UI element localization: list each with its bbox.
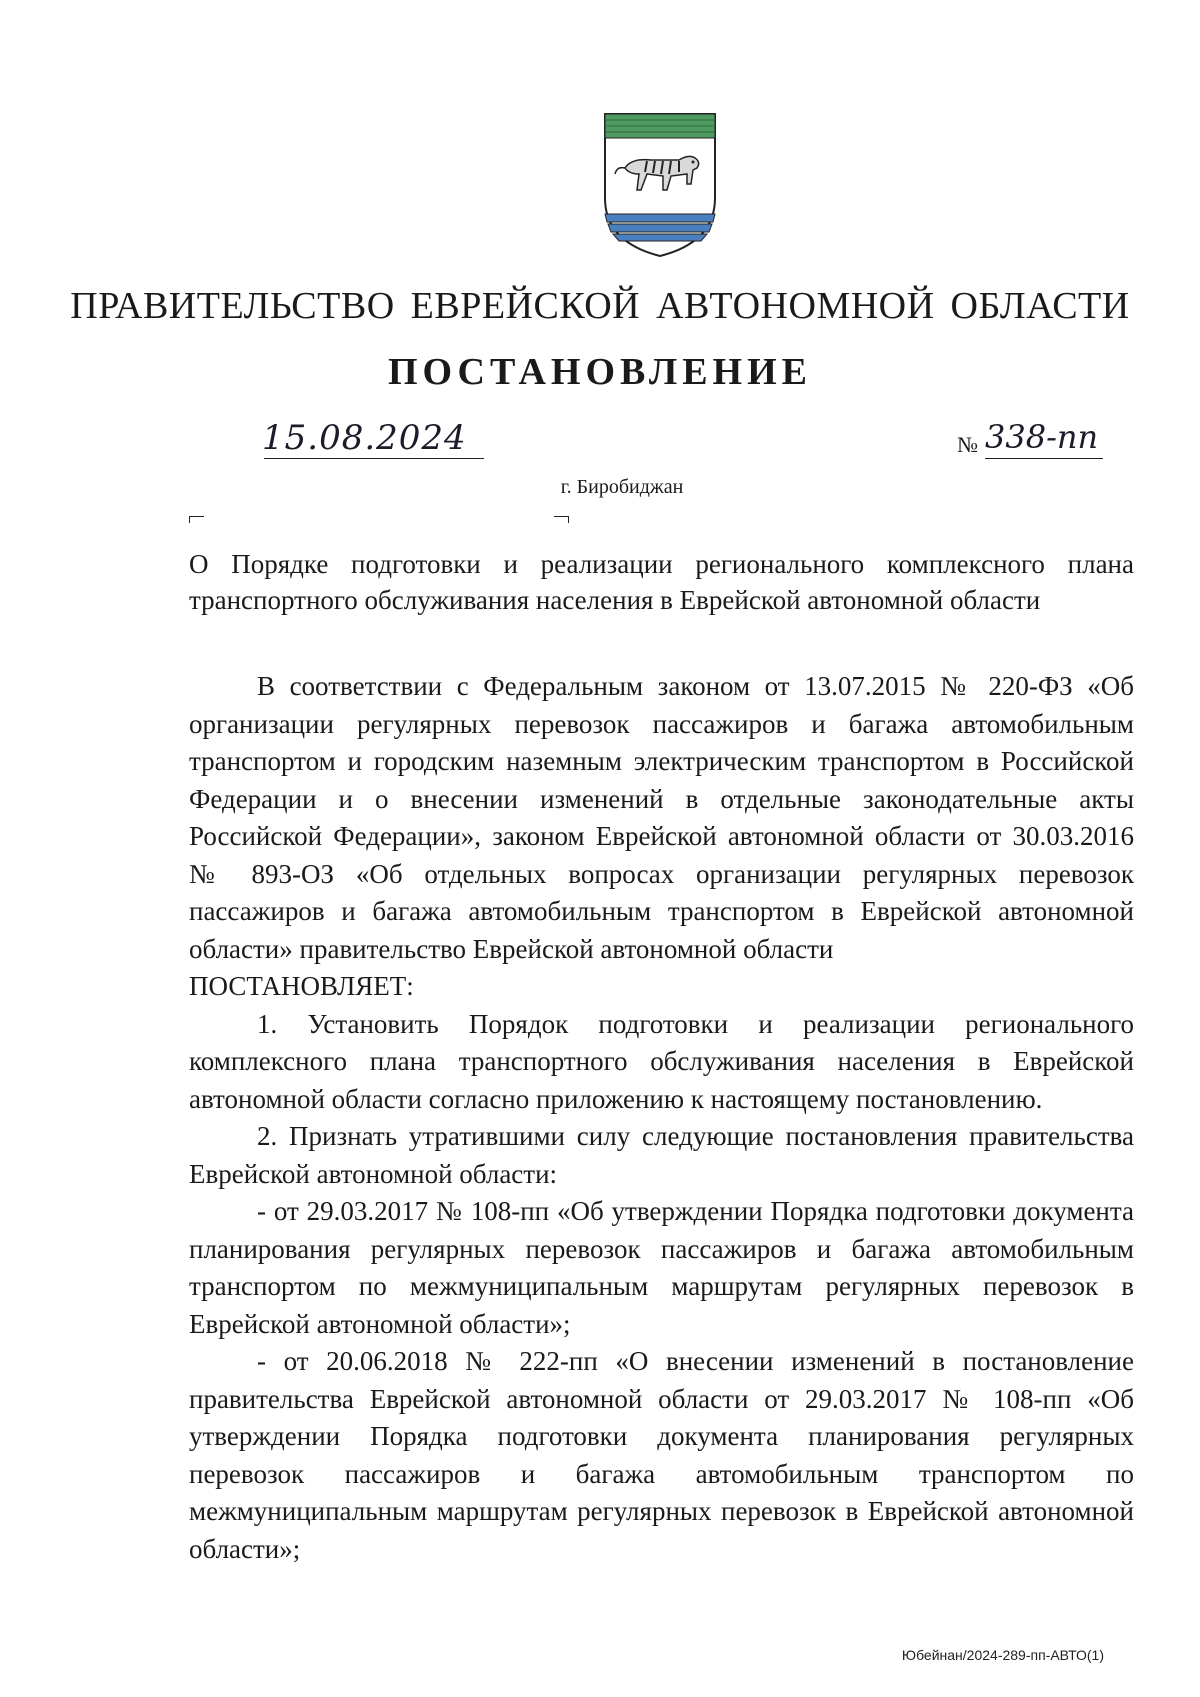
document-number: 338-пп: [985, 418, 1099, 456]
document-date: 15.08.2024: [262, 418, 467, 458]
number-sign: №: [957, 432, 978, 457]
government-title: ПРАВИТЕЛЬСТВО ЕВРЕЙСКОЙ АВТОНОМНОЙ ОБЛАСТИ: [70, 285, 1130, 327]
subject-bracket-right: [554, 516, 569, 523]
coat-of-arms-tiger-icon: [601, 110, 719, 260]
decree-word: ПОСТАНОВЛЯЕТ:: [189, 971, 414, 1001]
footer-document-code: Юбейнан/2024-289-пп-АВТО(1): [901, 1647, 1104, 1663]
number-underline: [985, 458, 1103, 459]
item-2-paragraph: 2. Признать утратившими силу следующие постановления правительства Еврейской автономной области:: [189, 1121, 1134, 1189]
document-type-title: ПОСТАНОВЛЕНИЕ: [387, 351, 813, 393]
preamble-paragraph: В соответствии с Федеральным законом от 13.07.2015 № 220-ФЗ «Об организации регулярных перевозок пассажиров и багажа автомобильным транспортом и городским наземным электрическим транспортом в Российской Федерации и о внесении изменений в отдельные законодательные акты Российской Федерации», законом Еврейской автономной области от 30.03.2016 № 893-ОЗ «Об отдельных вопросах организации регулярных перевозок пассажиров и багажа автомобильным транспортом в Еврейской автономной области» правительство Еврейской автономной области: [189, 671, 1134, 964]
date-underline: [264, 458, 484, 459]
document-subject: О Порядке подготовки и реализации регионального комплексного плана транспортного обслуживания населения в Еврейской автономной области: [189, 549, 1134, 615]
document-body: [189, 668, 1134, 1568]
subject-bracket-left: [189, 516, 204, 523]
repealed-act-1: - от 29.03.2017 № 108-пп «Об утверждении Порядка подготовки документа планирования регулярных перевозок пассажиров и багажа автомобильным транспортом по межмуниципальным маршрутам регулярных перевозок в Еврейской автономной области»;: [189, 1196, 1134, 1339]
repealed-act-2: - от 20.06.2018 № 222-пп «О внесении изменений в постановление правительства Еврейской автономной области от 29.03.2017 № 108-пп «Об утверждении Порядка подготовки документа планирования регулярных перевозок пассажиров и багажа автомобильным транспортом по межмуниципальным маршрутам регулярных перевозок в Еврейской автономной области»;: [189, 1346, 1134, 1564]
city-name: г. Биробиджан: [560, 476, 684, 498]
item-1-paragraph: 1. Установить Порядок подготовки и реализации регионального комплексного плана транспортного обслуживания населения в Еврейской автономной области согласно приложению к настоящему постановлению.: [189, 1008, 1134, 1114]
